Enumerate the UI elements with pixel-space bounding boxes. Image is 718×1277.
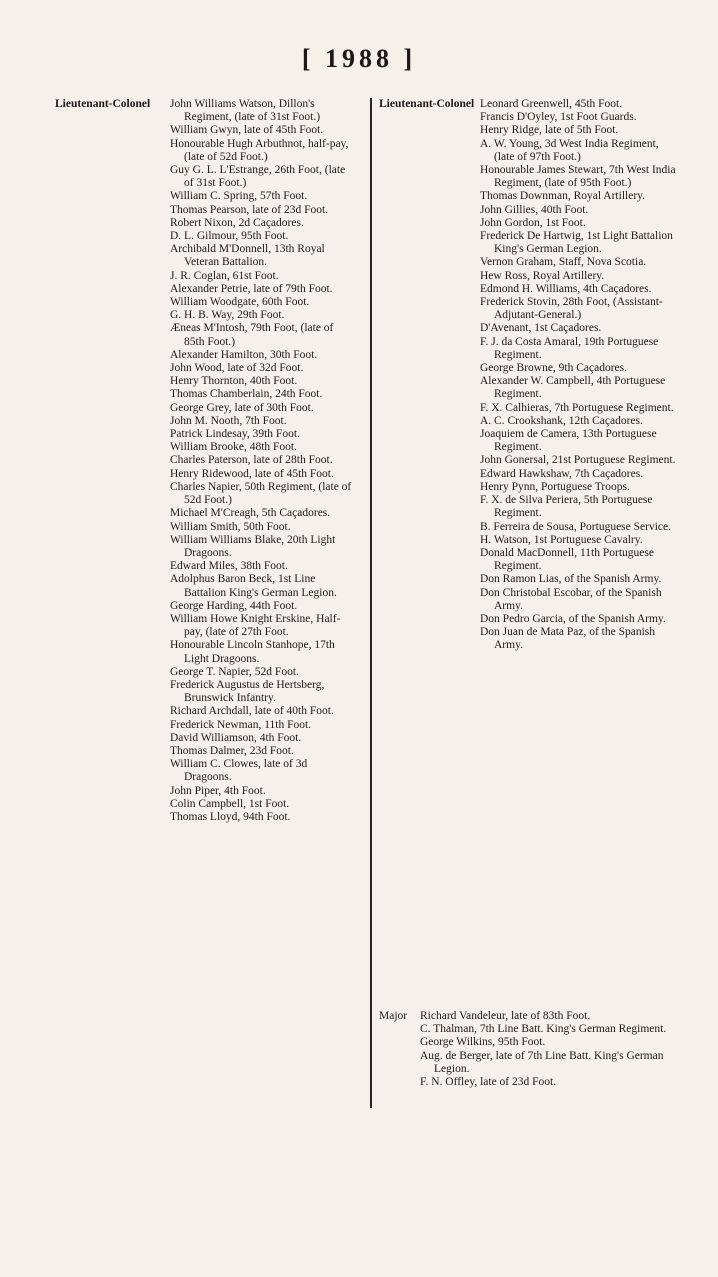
officer-entry: F. N. Offley, late of 23d Foot. [420,1076,557,1089]
officer-entry: Don Pedro Garcia, of the Spanish Army. [480,612,666,625]
officer-entry: Æneas M'Intosh, 79th Foot, (late of 85th Foot.) [170,322,334,348]
officer-entry: Henry Ridewood, late of 45th Foot. [170,467,334,480]
officer-entry: Alexander W. Campbell, 4th Portuguese Regiment. [480,375,666,401]
officer-entry: Charles Napier, 50th Regiment, (late of 52d Foot.) [170,480,352,507]
officer-entry: Robert Nixon, 2d Caçadores. [170,216,304,229]
officer-entry: Colin Campbell, 1st Foot. [170,797,290,810]
officer-entry: John M. Nooth, 7th Foot. [170,414,287,427]
officer-entry: Archibald M'Donnell, 13th Royal Veteran Battalion. [170,243,325,269]
officer-entry: William C. Clowes, late of 3d Dragoons. [170,758,308,784]
officer-entry: Henry Pynn, Portuguese Troops. [480,480,630,493]
officer-entry: Edward Miles, 38th Foot. [170,560,288,573]
officer-entry: William Gwyn, late of 45th Foot. [170,124,324,137]
officer-entry: G. H. B. Way, 29th Foot. [170,309,285,322]
officer-entry: Frederick Augustus de Hertsberg, Brunswick Infantry. [170,678,325,705]
officer-entry: Aug. de Berger, late of 7th Line Batt. King's German Legion. [420,1049,664,1075]
officer-entry: F. X. de Silva Periera, 5th Portuguese Regiment. [480,494,653,520]
officer-entry: John Piper, 4th Foot. [170,784,266,797]
officer-entry: Leonard Greenwell, 45th Foot. [480,98,623,110]
officer-entry: Don Christobal Escobar, of the Spanish Army. [480,586,662,612]
officer-entry: William C. Spring, 57th Foot. [170,190,308,203]
officer-entry: Donald MacDonnell, 11th Portuguese Regiment. [480,546,654,573]
officer-entry: Michael M'Creagh, 5th Caçadores. [170,507,331,520]
officer-entry: F. X. Calhieras, 7th Portuguese Regiment. [480,401,674,414]
officer-entry: William Brooke, 48th Foot. [170,441,297,454]
officer-entry: Richard Vandeleur, late of 83th Foot. [420,1010,591,1022]
officer-entry: Thomas Downman, Royal Artillery. [480,190,646,203]
officer-entry: Thomas Chamberlain, 24th Foot. [170,388,323,401]
officer-entry: David Williamson, 4th Foot. [170,731,302,744]
officer-entry: Patrick Lindesay, 39th Foot. [170,428,300,441]
officer-entry: B. Ferreira de Sousa, Portuguese Service. [480,520,671,533]
officer-entry: A. W. Young, 3d West India Regiment, (late of 97th Foot.) [480,137,659,163]
officer-entry: John Gillies, 40th Foot. [480,203,589,216]
officer-entry: D'Avenant, 1st Caçadores. [480,322,602,335]
right-rank-label: Lieutenant-Colonel [379,98,475,110]
officer-entry: C. Thalman, 7th Line Batt. King's German Regiment. [420,1023,667,1036]
left-column [170,98,356,824]
page-number: [ 1988 ] [301,44,417,73]
officer-entry: Charles Paterson, late of 28th Foot. [170,454,333,467]
officer-entry: Honourable Hugh Arbuthnot, half-pay, (late of 52d Foot.) [170,137,349,163]
officer-entry: Edward Hawkshaw, 7th Caçadores. [480,467,644,480]
major-rank-label: Major [379,1010,408,1022]
officer-entry: Frederick Newman, 11th Foot. [170,718,312,731]
officer-entry: Edmond H. Williams, 4th Caçadores. [480,282,652,295]
officer-entry: John Williams Watson, Dillon's Regiment, (late of 31st Foot.) [170,98,321,124]
officer-entry: Alexander Petrie, late of 79th Foot. [170,282,333,295]
officer-entry: Don Juan de Mata Paz, of the Spanish Army. [480,626,656,652]
officer-entry: Frederick Stovin, 28th Foot, (Assistant-Adjutant-General.) [480,296,663,322]
officer-entry: Henry Thornton, 40th Foot. [170,375,298,388]
officer-entry: F. J. da Costa Amaral, 19th Portuguese Regiment. [480,335,659,361]
officer-entry: Francis D'Oyley, 1st Foot Guards. [480,111,637,124]
officer-entry: Hew Ross, Royal Artillery. [480,269,605,282]
officer-entry: George Harding, 44th Foot. [170,599,298,612]
officer-entry: Henry Ridge, late of 5th Foot. [480,124,619,137]
officer-entry: William Howe Knight Erskine, Half-pay, (late of 27th Foot. [170,612,341,639]
officer-entry: Alexander Hamilton, 30th Foot. [170,348,318,361]
officer-entry: Honourable Lincoln Stanhope, 17th Light Dragoons. [170,639,335,665]
column-divider [370,98,372,1108]
officer-entry: William Woodgate, 60th Foot. [170,296,310,309]
officer-entry: A. C. Crookshank, 12th Caçadores. [480,414,643,427]
officer-entry: Guy G. L. L'Estrange, 26th Foot, (late of 31st Foot.) [170,164,346,190]
officer-entry: Don Ramon Lias, of the Spanish Army. [480,573,662,586]
officer-entry: Frederick De Hartwig, 1st Light Battalion King's German Legion. [480,230,673,256]
officer-entry: John Wood, late of 32d Foot. [170,362,304,375]
officer-entry: H. Watson, 1st Portuguese Cavalry. [480,533,643,546]
officer-entry: George T. Napier, 52d Foot. [170,665,299,678]
officer-entry: Honourable James Stewart, 7th West India Regiment, (late of 95th Foot.) [480,164,676,190]
officer-entry: Thomas Pearson, late of 23d Foot. [170,203,329,216]
officer-entry: Thomas Lloyd, 94th Foot. [170,810,291,823]
officer-entry: John Gordon, 1st Foot. [480,216,586,229]
officer-entry: Vernon Graham, Staff, Nova Scotia. [480,256,647,269]
major-column [420,1010,676,1089]
officer-entry: George Grey, late of 30th Foot. [170,401,314,414]
officer-entry: George Browne, 9th Caçadores. [480,362,628,375]
left-rank-label: Lieutenant-Colonel [55,98,151,110]
officer-entry: Thomas Dalmer, 23d Foot. [170,744,294,757]
officer-entry: Richard Archdall, late of 40th Foot. [170,705,334,718]
right-column [480,98,676,653]
officer-entry: George Wilkins, 95th Foot. [420,1036,546,1049]
officer-entry: J. R. Coglan, 61st Foot. [170,269,279,282]
officer-entry: D. L. Gilmour, 95th Foot. [170,230,289,243]
officer-entry: William Smith, 50th Foot. [170,520,291,533]
officer-entry: John Gonersal, 21st Portuguese Regiment. [480,454,676,467]
officer-entry: Adolphus Baron Beck, 1st Line Battalion King's German Legion. [170,573,337,599]
officer-entry: Joaquiem de Camera, 13th Portuguese Regiment. [480,428,657,454]
officer-entry: William Williams Blake, 20th Light Dragoons. [170,533,336,559]
